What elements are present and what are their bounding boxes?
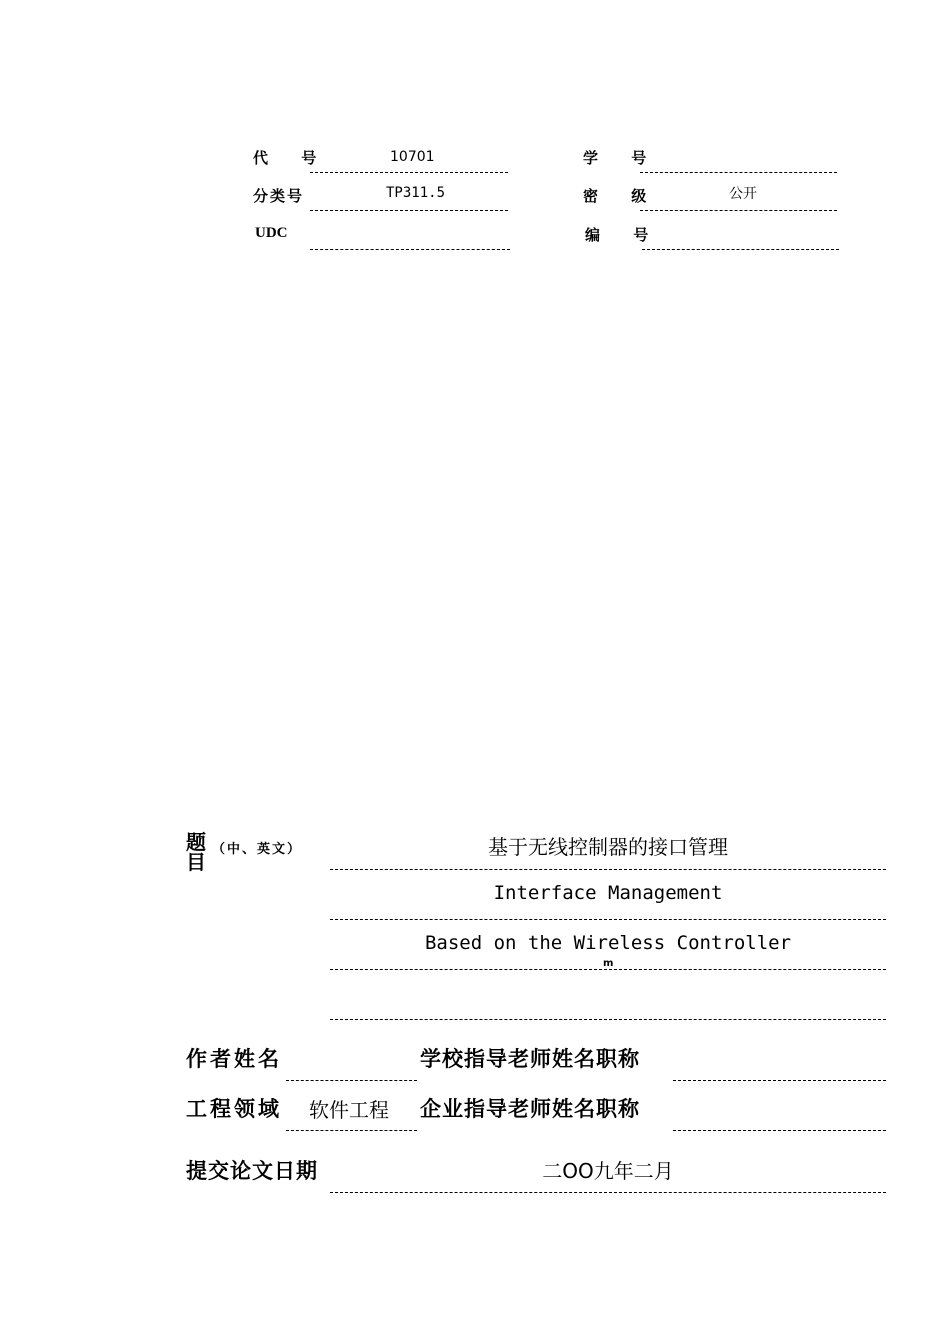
title-cn: 基于无线控制器的接口管理 xyxy=(488,835,728,859)
school-advisor-underline xyxy=(673,1080,886,1081)
title-en-1-underline xyxy=(330,919,886,920)
school-advisor-label: 学校指导老师姓名职称 xyxy=(420,1047,640,1071)
student-no-label: 学 号 xyxy=(583,149,661,167)
date-underline xyxy=(330,1192,886,1193)
class-label: 分类号 xyxy=(253,187,305,205)
title-en-line-1: Interface Management xyxy=(493,882,723,904)
title-label: 题 目 xyxy=(186,830,206,874)
enterprise-advisor-label: 企业指导老师姓名职称 xyxy=(420,1097,640,1121)
title-en-2-underline xyxy=(330,969,886,970)
field-underline xyxy=(286,1130,417,1131)
secret-label: 密 级 xyxy=(583,187,661,205)
title-en-line-2: Based on the Wireless Controller xyxy=(424,932,792,954)
field-value: 软件工程 xyxy=(309,1098,389,1122)
serial-underline xyxy=(642,249,839,250)
serial-label: 编 号 xyxy=(585,226,663,244)
date-value: 二OO九年二月 xyxy=(542,1159,674,1183)
class-value: TP311.5 xyxy=(386,185,446,201)
stray-mark: m xyxy=(603,958,614,969)
code-value: 10701 xyxy=(390,149,435,165)
class-underline xyxy=(310,210,508,211)
secret-underline xyxy=(640,210,837,211)
code-label: 代 号 xyxy=(253,149,331,167)
field-label: 工程领域 xyxy=(186,1097,282,1121)
date-label: 提交论文日期 xyxy=(186,1159,318,1183)
author-label: 作者姓名 xyxy=(186,1047,282,1071)
udc-label: UDC xyxy=(255,225,288,241)
title-blank-underline xyxy=(330,1019,886,1020)
title-cn-underline xyxy=(330,869,886,870)
secret-value: 公开 xyxy=(729,186,757,202)
enterprise-advisor-underline xyxy=(673,1130,886,1131)
code-underline xyxy=(310,172,508,173)
author-underline xyxy=(286,1080,417,1081)
title-sublabel: （中、英文） xyxy=(212,842,303,857)
udc-underline xyxy=(310,249,510,250)
student-no-underline xyxy=(640,172,837,173)
